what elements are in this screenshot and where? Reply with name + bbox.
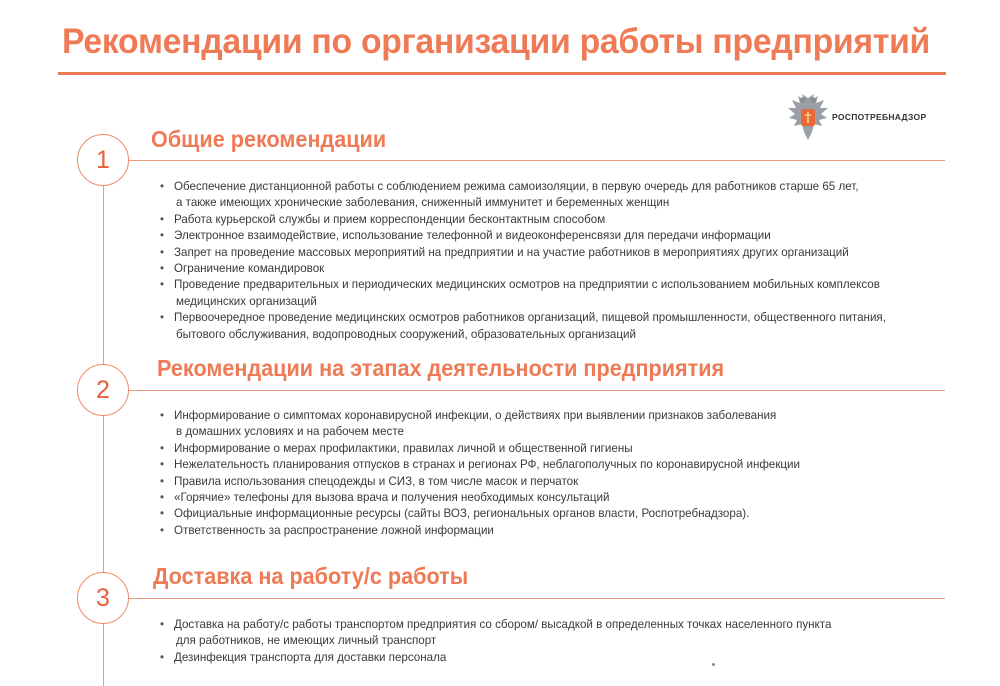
title-underline [58, 72, 946, 75]
list-item: • Официальные информационные ресурсы (сайты ВОЗ, региональных органов власти, Роспотребнадзора). [160, 506, 800, 522]
section-3-rule [129, 598, 945, 599]
list-item: • Доставка на работу/с работы транспортом предприятия со сбором/ высадкой в определенных точках населенного пункта для работников, не имеющих личный транспорт [160, 617, 831, 650]
section-2-title: Рекомендации на этапах деятельности предприятия [157, 355, 725, 381]
list-item: • Работа курьерской службы и прием корреспонденции бесконтактным способом [160, 212, 886, 228]
section-3-number: 3 [77, 572, 129, 624]
section-3-list [160, 617, 831, 666]
list-item: • Ответственность за распространение ложной информации [160, 523, 800, 539]
section-1-number: 1 [77, 134, 129, 186]
list-item: • Электронное взаимодействие, использование телефонной и видеоконференсвязи для передачи информации [160, 228, 886, 244]
page-title: Рекомендации по организации работы предприятий [62, 22, 931, 61]
logo-text: РОСПОТРЕБНАДЗОР [832, 112, 927, 122]
list-item: • Правила использования спецодежды и СИЗ, в том числе масок и перчаток [160, 474, 800, 490]
rospotrebnadzor-logo [786, 92, 946, 144]
list-item: • Запрет на проведение массовых мероприятий на предприятии и на участие работников в мероприятиях других организаций [160, 245, 886, 261]
list-item: • Ограничение командировок [160, 261, 886, 277]
section-1-title: Общие рекомендации [151, 126, 387, 152]
section-1-list [160, 179, 886, 343]
section-2-number: 2 [77, 364, 129, 416]
list-item: • Дезинфекция транспорта для доставки персонала [160, 650, 831, 666]
list-item: • Информирование о мерах профилактики, правилах личной и общественной гигиены [160, 441, 800, 457]
list-item: • Нежелательность планирования отпусков в странах и регионах РФ, неблагополучных по коронавирусной инфекции [160, 457, 800, 473]
section-2-list [160, 408, 800, 539]
list-item: • Первоочередное проведение медицинских осмотров работников организаций, пищевой промышленности, общественного питания, бытового обслуживания, водопроводных сооружений, образовательных организаций [160, 310, 886, 343]
decorative-dot [712, 663, 715, 666]
list-item: • Обеспечение дистанционной работы с соблюдением режима самоизоляции, в первую очередь для работников старше 65 лет, а также имеющих хронические заболевания, сниженный иммунитет и беременных женщин [160, 179, 886, 212]
list-item: • «Горячие» телефоны для вызова врача и получения необходимых консультаций [160, 490, 800, 506]
section-2-rule [129, 390, 945, 391]
section-1-rule [129, 160, 945, 161]
list-item: • Проведение предварительных и периодических медицинских осмотров на предприятии с использованием мобильных комплексов медицинских организаций [160, 277, 886, 310]
list-item: • Информирование о симптомах коронавирусной инфекции, о действиях при выявлении признаков заболевания в домашних условиях и на рабочем месте [160, 408, 800, 441]
eagle-emblem-icon [786, 92, 830, 144]
section-3-title: Доставка на работу/с работы [153, 563, 469, 589]
